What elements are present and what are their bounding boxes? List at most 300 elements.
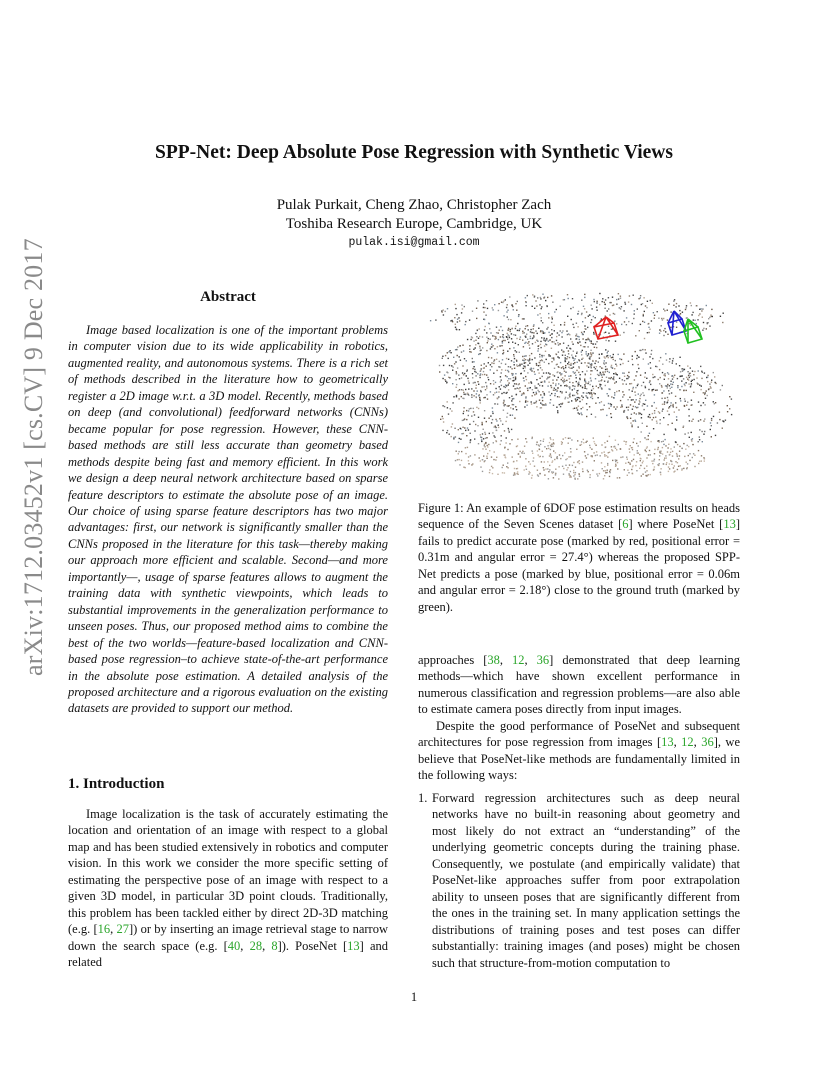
point (659, 333, 660, 334)
point (568, 456, 569, 457)
point (656, 408, 657, 409)
point (534, 394, 535, 395)
point (620, 335, 621, 336)
point (473, 349, 474, 350)
point (492, 467, 493, 468)
point (583, 397, 584, 398)
point (572, 344, 573, 345)
point (603, 478, 604, 479)
point (569, 388, 570, 389)
point (610, 469, 611, 470)
point (569, 386, 570, 387)
point (614, 368, 615, 369)
point (675, 396, 676, 397)
point (576, 449, 577, 450)
point (479, 353, 480, 354)
point (631, 414, 632, 415)
point (698, 315, 699, 316)
point (615, 459, 616, 460)
point (607, 352, 608, 353)
point (605, 369, 606, 370)
point (674, 411, 675, 412)
point (536, 305, 537, 306)
point (542, 385, 543, 386)
point (482, 424, 483, 425)
point (565, 372, 566, 373)
point (544, 332, 545, 333)
point (539, 362, 540, 363)
point (576, 377, 577, 378)
point (687, 365, 688, 366)
point (690, 367, 691, 368)
point (489, 339, 490, 340)
point (546, 372, 547, 373)
point (452, 321, 453, 322)
point (492, 411, 493, 412)
point (648, 454, 649, 455)
point (498, 366, 499, 367)
point (589, 358, 590, 359)
citation-link[interactable]: 27 (116, 922, 129, 937)
point (606, 355, 607, 356)
point (461, 389, 462, 390)
point (498, 332, 499, 333)
point (485, 438, 486, 439)
point (651, 460, 652, 461)
point (646, 465, 647, 466)
point (617, 468, 618, 469)
point (511, 328, 512, 329)
point (522, 340, 523, 341)
point (551, 358, 552, 359)
point (557, 458, 558, 459)
point (532, 294, 533, 295)
point (641, 414, 642, 415)
point (591, 367, 592, 368)
point (540, 360, 541, 361)
point (651, 350, 652, 351)
point (498, 425, 499, 426)
point (466, 360, 467, 361)
point (563, 468, 564, 469)
point (609, 372, 610, 373)
point (498, 339, 499, 340)
point (468, 456, 469, 457)
point (531, 401, 532, 402)
citation-link[interactable]: 13 (723, 517, 736, 532)
point (620, 298, 621, 299)
point (549, 402, 550, 403)
point (459, 320, 460, 321)
point (607, 310, 608, 311)
point (613, 354, 614, 355)
point (515, 378, 516, 379)
point (591, 363, 592, 364)
citation-link[interactable]: 12 (512, 653, 525, 667)
point (452, 370, 453, 371)
point (505, 370, 506, 371)
point (544, 461, 545, 462)
point (634, 454, 635, 455)
point (571, 368, 572, 369)
point (483, 429, 484, 430)
point (529, 363, 530, 364)
citation-link[interactable]: 36 (701, 735, 714, 750)
point (540, 444, 541, 445)
point (615, 461, 616, 462)
point (577, 461, 578, 462)
point (525, 438, 526, 439)
point (525, 458, 526, 459)
point (510, 415, 511, 416)
point (505, 421, 506, 422)
point (494, 336, 495, 337)
point (691, 432, 692, 433)
point (504, 447, 505, 448)
point (629, 295, 630, 296)
point (627, 470, 628, 471)
point (520, 336, 521, 337)
point (589, 340, 590, 341)
point (578, 473, 579, 474)
point (702, 372, 703, 373)
citation-link[interactable]: 13 (661, 735, 674, 750)
point (455, 361, 456, 362)
pose-red-camera (594, 317, 618, 339)
point (594, 443, 595, 444)
point (479, 336, 480, 337)
point (566, 392, 567, 393)
point (512, 456, 513, 457)
point (686, 390, 687, 391)
point (640, 465, 641, 466)
point (586, 392, 587, 393)
point (650, 384, 651, 385)
point (535, 330, 536, 331)
point (513, 408, 514, 409)
point (456, 395, 457, 396)
point (599, 293, 600, 294)
point (587, 454, 588, 455)
point (727, 405, 728, 406)
point (564, 375, 565, 376)
point (593, 316, 594, 317)
point (572, 389, 573, 390)
point (569, 348, 570, 349)
point (487, 445, 488, 446)
point (516, 409, 517, 410)
point (466, 435, 467, 436)
point (569, 364, 570, 365)
point (557, 372, 558, 373)
point (605, 385, 606, 386)
point (681, 386, 682, 387)
point (722, 420, 723, 421)
point (626, 457, 627, 458)
point (539, 473, 540, 474)
authors: Pulak Purkait, Cheng Zhao, Christopher Zach (276, 197, 552, 213)
point (537, 333, 538, 334)
point (702, 330, 703, 331)
point (675, 402, 676, 403)
citation-link[interactable]: 13 (347, 938, 360, 953)
point (502, 467, 503, 468)
point (541, 337, 542, 338)
point (710, 314, 711, 315)
point (546, 378, 547, 379)
point (449, 434, 450, 435)
point (495, 388, 496, 389)
point (551, 333, 552, 334)
point (588, 316, 589, 317)
point (654, 466, 655, 467)
point (653, 460, 654, 461)
point (562, 380, 563, 381)
point (455, 304, 456, 305)
point (581, 408, 582, 409)
point (597, 454, 598, 455)
point (549, 442, 550, 443)
point (615, 448, 616, 449)
point (491, 346, 492, 347)
point (491, 466, 492, 467)
point (610, 355, 611, 356)
point (559, 372, 560, 373)
point (553, 450, 554, 451)
point (624, 441, 625, 442)
point (583, 306, 584, 307)
point (496, 370, 497, 371)
point (699, 429, 700, 430)
point (637, 364, 638, 365)
author-block (0, 196, 828, 234)
point (584, 451, 585, 452)
point (475, 375, 476, 376)
point (519, 451, 520, 452)
point (623, 310, 624, 311)
point (498, 427, 499, 428)
point (456, 314, 457, 315)
point (608, 308, 609, 309)
point (589, 445, 590, 446)
point (687, 371, 688, 372)
point (632, 364, 633, 365)
point (548, 313, 549, 314)
figure-point-cloud (418, 287, 742, 490)
point (515, 373, 516, 374)
point (445, 355, 446, 356)
point (544, 345, 545, 346)
point (481, 386, 482, 387)
point (650, 300, 651, 301)
citation-link[interactable]: 12 (681, 735, 694, 750)
point (613, 373, 614, 374)
point (608, 333, 609, 334)
point (505, 364, 506, 365)
point (507, 380, 508, 381)
point (652, 303, 653, 304)
point (533, 457, 534, 458)
point (471, 415, 472, 416)
point (473, 421, 474, 422)
point (564, 371, 565, 372)
point (533, 332, 534, 333)
point (525, 342, 526, 343)
point (576, 338, 577, 339)
point (683, 426, 684, 427)
point (491, 362, 492, 363)
point (466, 375, 467, 376)
point (574, 408, 575, 409)
point (541, 308, 542, 309)
point (618, 354, 619, 355)
point (666, 464, 667, 465)
point (494, 304, 495, 305)
point (557, 412, 558, 413)
point (453, 438, 454, 439)
point (557, 390, 558, 391)
point (691, 383, 692, 384)
point (464, 373, 465, 374)
point (614, 394, 615, 395)
point (673, 406, 674, 407)
figure-caption: Figure 1: An example of 6DOF pose estimation results on heads sequence of the Seven Scenes dataset [6] where PoseNet [13] fails to predict accurate pose (marked by red, positional error = 0.31m and angular error = 27.4°) whereas the proposed SPP-Net predicts a pose (marked by blue, positional error = 0.06m and angular error = 2.18°) close to the ground truth (marked by green). (418, 501, 740, 614)
point (499, 330, 500, 331)
point (665, 455, 666, 456)
point (541, 359, 542, 360)
point (552, 446, 553, 447)
point (547, 297, 548, 298)
point (652, 413, 653, 414)
point (648, 416, 649, 417)
citation-link[interactable]: 8 (271, 938, 278, 953)
point (529, 355, 530, 356)
point (662, 447, 663, 448)
point (493, 380, 494, 381)
point (591, 390, 592, 391)
point (505, 384, 506, 385)
point (548, 354, 549, 355)
point (456, 329, 457, 330)
point (514, 468, 515, 469)
point (666, 359, 667, 360)
citation-link[interactable]: 40 (227, 938, 241, 953)
citation-link[interactable]: 36 (536, 653, 550, 667)
point (490, 391, 491, 392)
citation-link[interactable]: 6 (622, 517, 629, 532)
point (624, 373, 625, 374)
point (535, 342, 536, 343)
point (686, 462, 687, 463)
point (711, 420, 712, 421)
point (463, 374, 464, 375)
point (581, 441, 582, 442)
point (464, 427, 465, 428)
point (568, 353, 569, 354)
citation-link[interactable]: 16 (97, 922, 111, 937)
point (552, 379, 553, 380)
point (673, 358, 674, 359)
point (510, 407, 511, 408)
point (638, 426, 639, 427)
point (557, 456, 558, 457)
point (505, 457, 506, 458)
point (464, 358, 465, 359)
point (590, 374, 591, 375)
point (533, 368, 534, 369)
point (509, 337, 510, 338)
point (698, 420, 699, 421)
point (676, 416, 677, 417)
point (458, 317, 459, 318)
point (659, 360, 660, 361)
point (672, 378, 673, 379)
point (444, 379, 445, 380)
citation-link[interactable]: 38 (487, 653, 500, 667)
point (531, 477, 532, 478)
point (519, 328, 520, 329)
citation-link[interactable]: 28 (249, 938, 263, 953)
point (545, 403, 546, 404)
point (635, 395, 636, 396)
point (516, 351, 517, 352)
point (614, 392, 615, 393)
point (525, 305, 526, 306)
point (518, 314, 519, 315)
point (542, 332, 543, 333)
point (580, 445, 581, 446)
point (443, 309, 444, 310)
point (699, 411, 700, 412)
point (657, 449, 658, 450)
point (532, 389, 533, 390)
point (513, 385, 514, 386)
point (578, 384, 579, 385)
point (539, 354, 540, 355)
point (729, 396, 730, 397)
point (711, 309, 712, 310)
point (576, 323, 577, 324)
point (608, 380, 609, 381)
point (521, 373, 522, 374)
point (660, 468, 661, 469)
point (455, 327, 456, 328)
point (534, 374, 535, 375)
point (604, 475, 605, 476)
point (678, 305, 679, 306)
point (635, 465, 636, 466)
point (537, 450, 538, 451)
point (500, 420, 501, 421)
point (518, 453, 519, 454)
point (482, 374, 483, 375)
point (617, 477, 618, 478)
point (677, 469, 678, 470)
point (539, 356, 540, 357)
point (456, 387, 457, 388)
point (633, 387, 634, 388)
point (669, 406, 670, 407)
point (570, 471, 571, 472)
point (515, 328, 516, 329)
point (547, 306, 548, 307)
point (579, 341, 580, 342)
point (562, 377, 563, 378)
point (459, 356, 460, 357)
point (508, 371, 509, 372)
point (623, 332, 624, 333)
point (475, 347, 476, 348)
